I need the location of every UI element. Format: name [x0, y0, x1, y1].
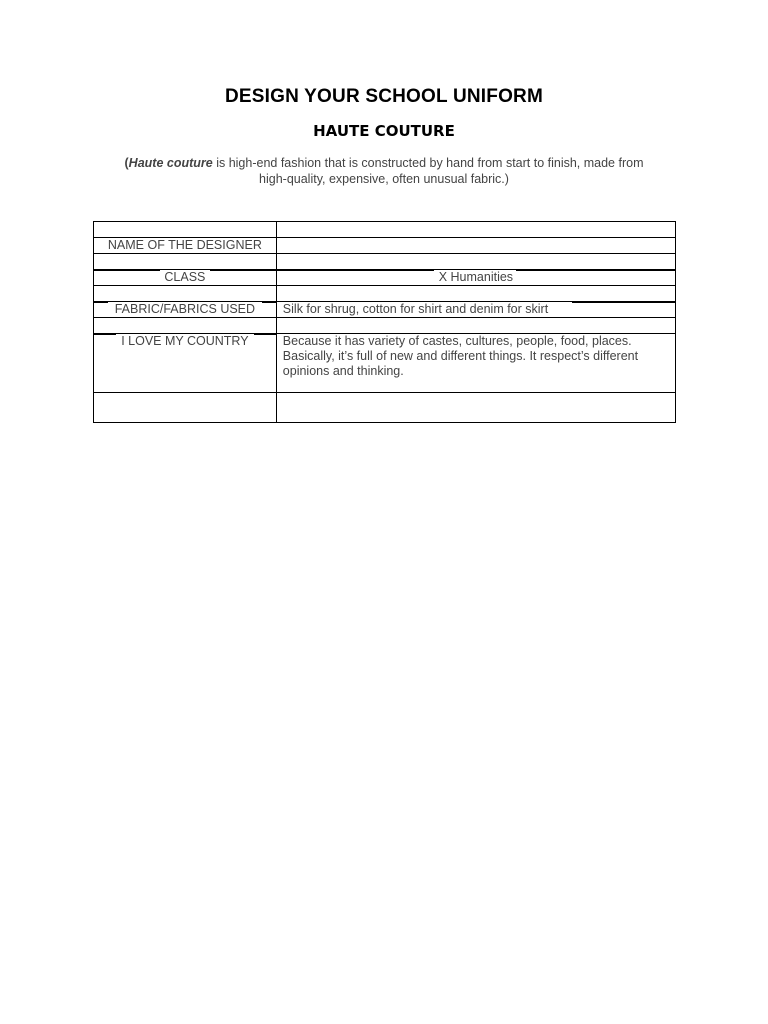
class-value-cell[interactable] [276, 270, 675, 286]
underline-rule [277, 270, 434, 271]
table-cell-empty [276, 254, 675, 270]
country-value: Because it has variety of castes, cultures, people, food, places. Basically, it’s full of new and different things. It respect’s different opinions and thinking. [282, 334, 639, 378]
underline-rule [210, 270, 276, 271]
table-row-empty [94, 393, 676, 423]
intro-paragraph [96, 155, 672, 187]
class-label-cell [94, 270, 277, 286]
table-row-spacer [94, 286, 676, 302]
table-cell-empty [94, 222, 277, 238]
table-row-country [94, 334, 676, 393]
designer-name-label: NAME OF THE DESIGNER [107, 238, 262, 252]
underline-rule [516, 270, 675, 271]
fabric-label-text: FABRIC/FABRICS USED [114, 302, 256, 316]
underline-rule [94, 334, 116, 335]
table-cell-empty [94, 318, 277, 334]
page-subtitle: HAUTE COUTURE [313, 122, 455, 140]
class-label [94, 270, 276, 285]
table-row-spacer [94, 254, 676, 270]
designer-name-label-cell [94, 238, 277, 254]
underline-rule [254, 334, 276, 335]
table-row-fabric [94, 302, 676, 318]
table-row-spacer [94, 222, 676, 238]
class-value [277, 270, 675, 285]
country-value-cell[interactable] [276, 334, 675, 393]
underline-rule [262, 302, 276, 303]
table-cell-empty [276, 286, 675, 302]
table-cell-empty [276, 318, 675, 334]
fabric-label [94, 302, 276, 317]
fabric-value [277, 302, 675, 317]
page-title: DESIGN YOUR SCHOOL UNIFORM [224, 86, 544, 107]
intro-line1: is high-end fashion that is constructed by hand from start to finish, made from [212, 156, 644, 170]
table-row-class [94, 270, 676, 286]
class-value-text: X Humanities [438, 270, 514, 284]
table-cell-empty [276, 222, 675, 238]
underline-rule [94, 270, 160, 271]
country-label-cell [94, 334, 277, 393]
table-cell-empty [94, 393, 277, 423]
class-label-text: CLASS [164, 270, 206, 284]
table-row-designer [94, 238, 676, 254]
fabric-label-cell [94, 302, 277, 318]
table-cell-empty [276, 393, 675, 423]
intro-open-paren: ( [124, 156, 129, 170]
designer-form-table [93, 221, 676, 423]
table-cell-empty [94, 286, 277, 302]
fabric-value-cell[interactable] [276, 302, 675, 318]
underline-rule [572, 302, 675, 303]
country-label-text: I LOVE MY COUNTRY [121, 334, 249, 348]
table-cell-empty [94, 254, 277, 270]
intro-line2: high-quality, expensive, often unusual fabric.) [259, 172, 509, 186]
fabric-value-text: Silk for shrug, cotton for shirt and denim for skirt [282, 302, 549, 316]
designer-name-value-cell[interactable] [276, 238, 675, 254]
country-label [94, 334, 276, 349]
intro-term: Haute couture [128, 156, 213, 170]
underline-rule [94, 302, 108, 303]
table-row-spacer [94, 318, 676, 334]
